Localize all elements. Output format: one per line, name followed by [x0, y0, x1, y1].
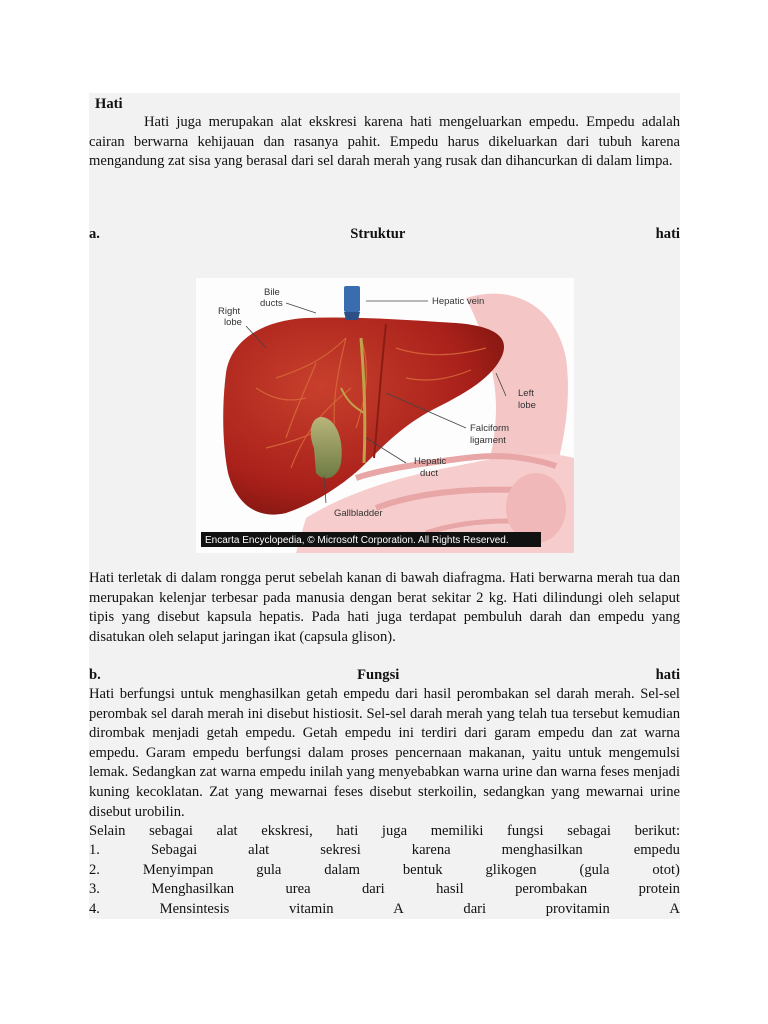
document-page	[89, 93, 680, 919]
label-hepatic-duct-2: duct	[420, 468, 438, 479]
fungsi-list-word: A	[669, 900, 680, 917]
fungsi-list-word: Menyimpan	[142, 861, 214, 878]
heading-fungsi	[89, 666, 680, 686]
struktur-description: Hati terletak di dalam rongga perut sebelah kanan di bawah diafragma. Hati berwarna merah tua dan merupakan kelenjar terbesar pada manusia dengan berat sekitar 2 kg. Hati dilindungi oleh selaput tipis yang disebut kapsula hepatis. Pada hati juga terdapat pembuluh darah dan empedu yang disatukan oleh selaput jaringan ikat (capsula glison).	[89, 570, 680, 645]
fungsi-list-word: alat	[248, 842, 270, 858]
label-right-lobe-1: Right	[218, 306, 241, 317]
fungsi-list	[89, 841, 680, 919]
heading-struktur	[89, 225, 680, 245]
fungsi-lead: Selain sebagai alat ekskresi, hati juga memiliki fungsi sebagai berikut:	[89, 823, 680, 839]
fungsi-list-word: A	[393, 900, 404, 917]
section-title: Hati	[95, 96, 123, 112]
intro-paragraph: Hati juga merupakan alat ekskresi karena hati mengeluarkan empedu. Empedu adalah cairan berwarna kehijauan dan rasanya pahit. Empedu harus dikeluarkan dari tubuh karena mengandung zat sisa yang berasal dari sel darah merah yang rusak dan dihancurkan di dalam limpa.	[89, 114, 680, 170]
label-bile-ducts-1: Bile	[264, 287, 280, 298]
fungsi-list-number: 1.	[89, 842, 100, 858]
heading-struktur-end: hati	[655, 226, 680, 242]
fungsi-list-word: dalam	[324, 861, 360, 878]
fungsi-list-word: otot)	[652, 861, 680, 878]
fungsi-list-word: vitamin	[288, 900, 334, 917]
label-falciform-1: Falciform	[470, 423, 510, 434]
fungsi-list-word: bentuk	[402, 861, 443, 878]
liver-figure	[196, 278, 574, 553]
heading-fungsi-end: hati	[655, 667, 680, 683]
label-hepatic-vein: Hepatic vein	[432, 296, 485, 307]
fungsi-list-item	[89, 900, 680, 920]
fungsi-list-word: (gula	[579, 861, 610, 878]
fungsi-list-number: 2.	[89, 861, 100, 878]
fungsi-list-number: 4.	[89, 900, 100, 917]
label-gallbladder: Gallbladder	[334, 508, 383, 519]
fungsi-list-word: glikogen	[485, 861, 537, 878]
hepatic-vein	[344, 286, 360, 312]
fungsi-list-word: urea	[285, 881, 311, 898]
label-hepatic-duct-1: Hepatic	[414, 456, 447, 467]
fungsi-list-word: Mensintesis	[159, 900, 230, 917]
liver-diagram	[196, 278, 574, 553]
fungsi-list-word: gula	[256, 861, 282, 878]
fungsi-list-word: dari	[463, 900, 487, 917]
fungsi-list-word: perombakan	[515, 881, 588, 898]
fungsi-list-word: dari	[361, 881, 385, 898]
fungsi-body: Hati berfungsi untuk menghasilkan getah empedu dari hasil perombakan sel darah merah. Sel-sel perombak sel darah merah ini disebut histiosit. Sel-sel darah merah yang telah tua tersebut kemudian dirombak menjadi getah empedu. Getah empedu ini terdiri dari garam empedu dan zat warna empedu. Garam empedu berfungsi dalam proses pencernaan makanan, yaitu untuk mengemulsi lemak. Sedangkan zat warna empedu inilah yang menyebabkan warna urine dan warna feses menjadi kuning kecoklatan. Zat yang mewarnai feses disebut sterkoilin, sedangkan yang mewarnai urine disebut urobilin.	[89, 686, 680, 820]
fungsi-list-item	[89, 861, 680, 881]
label-left-lobe-2: lobe	[518, 400, 536, 411]
fungsi-list-item	[89, 841, 680, 861]
fungsi-list-item	[89, 880, 680, 900]
heading-struktur-letter: a.	[89, 226, 100, 242]
label-left-lobe-1: Left	[518, 388, 534, 399]
fungsi-list-word: hasil	[436, 881, 464, 898]
fungsi-list-word: karena	[411, 842, 451, 858]
fungsi-list-word: empedu	[633, 842, 680, 858]
fungsi-list-number: 3.	[89, 881, 100, 898]
heading-struktur-word: Struktur	[350, 226, 406, 242]
label-bile-ducts-2: ducts	[260, 298, 283, 309]
heading-fungsi-letter: b.	[89, 667, 101, 683]
figure-caption: Encarta Encyclopedia, © Microsoft Corporation. All Rights Reserved.	[205, 535, 509, 546]
fungsi-list-word: sekresi	[320, 842, 361, 858]
label-right-lobe-2: lobe	[224, 317, 242, 328]
fungsi-list-word: Sebagai	[150, 842, 198, 858]
label-falciform-2: ligament	[470, 435, 506, 446]
heading-fungsi-word: Fungsi	[357, 667, 400, 683]
fungsi-list-word: Menghasilkan	[151, 881, 235, 898]
fungsi-list-word: protein	[638, 881, 680, 898]
fungsi-list-word: provitamin	[545, 900, 610, 917]
fungsi-list-word: menghasilkan	[501, 842, 583, 858]
